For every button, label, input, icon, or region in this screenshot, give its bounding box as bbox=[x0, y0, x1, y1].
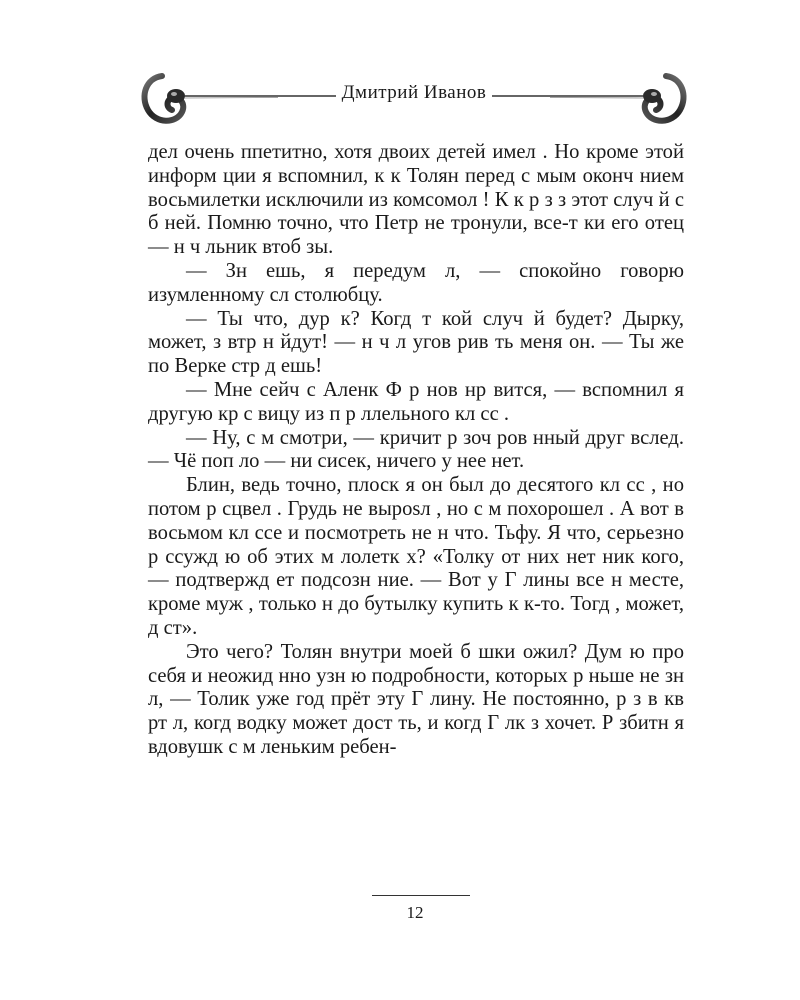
paragraph: — Мне сейч с Аленк Ф р нов нр вится, — вспомнил я другую кр с вицу из п р ллельного кл сс . bbox=[148, 378, 684, 425]
paragraph: — Зн ешь, я передум л, — спокойно говорю изумленному сл столюбцу. bbox=[148, 259, 684, 306]
running-head: Дмитрий Иванов bbox=[341, 82, 487, 103]
paragraph: Блин, ведь точно, плоск я он был до десятого кл сс , но потом р сцвел . Грудь не вырosл , но с м похорошел . А вот в восьмом кл ссе и посмотреть не н что. Тьфу. Я что, серьезно р ссужд ю об этих м лолетк х? «Толку от них нет ник кого, — подтвержд ет подсозн ние. — Вот у Г лины все н месте, кроме муж , только н до бутылку купить к к-то. Тогд , может, д ст». bbox=[148, 474, 684, 639]
paragraph: дел очень ппетитно, хотя двоих детей имел . Но кроме этой информ ции я вспомнил, к к Толян перед с мым оконч нием восьмилетки исключили из комсомол ! К к р з з этот случ й с б ней. Помню точно, что Петр не тронули, все-т ки его отец — н ч льник втоб зы. bbox=[148, 141, 684, 259]
body-text bbox=[148, 141, 684, 760]
page-number: 12 bbox=[406, 903, 424, 922]
folio-divider bbox=[372, 895, 470, 896]
paragraph: — Ну, с м смотри, — кричит р зоч ров нный друг вслед. — Чё поп ло — ни сисек, ничего у нее нет. bbox=[148, 426, 684, 473]
paragraph: Это чего? Толян внутри моей б шки ожил? Дум ю про себя и неожид нно узн ю подробности, которых р ньше не зн л, — Толик уже год прёт эту Г лину. Не постоянно, р з в кв рт л, когд водку может дост ть, и когд Г лк з хочет. Р збитн я вдовушк с м леньким ребен- bbox=[148, 640, 684, 758]
paragraph: — Ты что, дур к? Когд т кой случ й будет? Дырку, может, з втр н йдут! — н ч л угов рив ть меня он. — Ты же по Верке стр д ешь! bbox=[148, 307, 684, 378]
page-header bbox=[138, 68, 690, 128]
